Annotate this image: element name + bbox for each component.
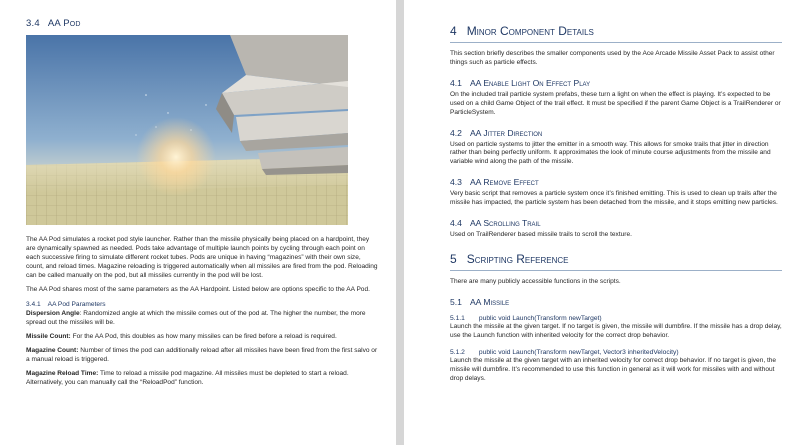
- section-number: 4.3: [450, 177, 462, 188]
- chapter-heading-minor-components: [450, 24, 782, 43]
- subsection-heading-pod-parameters: [26, 301, 380, 308]
- function-signature: public void Launch(Transform newTarget, Vector3 inheritedVelocity): [478, 348, 679, 356]
- param-text: Time to reload a missile pod magazine. All missiles must be depleted to start a reload. Alternatively, you can manually call the “ReloadPod” function.: [26, 369, 349, 386]
- section-number: 4.4: [450, 218, 462, 229]
- param-text: Number of times the pod can additionally reload after all missiles have been fired from the first salvo or a manual reload is triggered.: [26, 346, 378, 363]
- param-term: Dispersion Angle: [26, 309, 80, 317]
- section-number: 3.4: [26, 18, 40, 29]
- chapter-intro: This section briefly describes the smaller components used by the Ace Arcade Missile Asset Pack to assist other things such as particle effects.: [450, 50, 775, 66]
- param-text: For the AA Pod, this doubles as how many missiles can be fired before a reload is required.: [70, 332, 337, 340]
- param-dispersion-angle: [26, 310, 380, 328]
- section-text: On the included trail particle system prefabs, these turn a light on when the effect is playing. It’s expected to be used on a child Game Object of the trail effect. It must be specified if the parent Game Object is a TrailRenderer or ParticleSystem.: [450, 90, 781, 116]
- section-heading: [450, 177, 782, 187]
- section-title: AA Pod: [47, 18, 81, 29]
- subsection-title: AA Pod Parameters: [47, 300, 106, 308]
- section-title: AA Jitter Direction: [469, 127, 543, 138]
- section-number: 4.1: [450, 77, 462, 88]
- scene-image: [26, 35, 348, 225]
- function-heading: [450, 349, 782, 356]
- param-magazine-count: [26, 347, 380, 365]
- chapter-title: Minor Component Details: [466, 24, 594, 38]
- section-heading-aa-missile: [450, 297, 782, 307]
- section-text: Used on particle systems to jitter the emitter in a smooth way. This allows for smoke trails that jitter in direction rather than being perfectly uniform. It approximates the look of minute course adjustments from the missile and variable wind along the path of the missile.: [450, 140, 771, 166]
- chapter-intro: There are many publicly accessible functions in the scripts.: [450, 277, 621, 285]
- section-heading: [450, 128, 782, 138]
- param-term: Magazine Reload Time:: [26, 369, 99, 377]
- section-text: Very basic script that removes a particle system once it’s finished emitting. This is used to clean up trails after the missile has impacted, the particle system has been detached from the missile, and it stops emitting new particles.: [450, 190, 778, 207]
- function-number: 5.1.2: [450, 348, 465, 356]
- section-number: 5.1: [450, 296, 462, 307]
- section-heading: [450, 78, 782, 88]
- subsection-number: 3.4.1: [26, 300, 41, 308]
- chapter-number: 4: [450, 24, 457, 38]
- param-term: Missile Count:: [26, 332, 71, 340]
- aa-pod-screenshot: [26, 35, 348, 225]
- section-heading: [450, 218, 782, 228]
- function-description: Launch the missile at the given target with an inherited velocity for correct drop behavior. If no target is given, the missile will dumbfire. It’s recommended to use this function in general as it will work for missiles with and without drop delays.: [450, 356, 777, 382]
- section-number: 4.2: [450, 127, 462, 138]
- section-text: Used on TrailRenderer based missile trails to scroll the texture.: [450, 231, 632, 239]
- section-title: AA Scrolling Trail: [469, 218, 541, 229]
- param-text: : Randomized angle at which the missile comes out of the pod at. The higher the number, the more spread out the missiles will be.: [26, 309, 366, 326]
- aa-pod-description: The AA Pod simulates a rocket pod style launcher. Rather than the missile physically being placed on a hardpoint, they are dynamically spawned as needed. Pods take advantage of multiple launch points by cycling through each point on each successive firing to simulate different rocket tubes. Pods are unique in having “magazines” with their own size, count, and reload times. Magazine reloading is triggered automatically when all missiles are fired from the pod. Reloading can be called manually on the pod, but all missiles currently in the pod will be lost.: [26, 236, 378, 279]
- chapter-title: Scripting Reference: [466, 251, 569, 266]
- chapter-number: 5: [450, 251, 457, 266]
- param-term: Magazine Count:: [26, 346, 79, 354]
- aa-pod-shares-note: The AA Pod shares most of the same parameters as the AA Hardpoint. Listed below are options specific to the AA Pod.: [26, 285, 370, 293]
- function-heading: [450, 315, 782, 322]
- document-page-right: [404, 0, 800, 445]
- section-title: AA Missile: [469, 296, 510, 307]
- document-page-left: [0, 0, 396, 445]
- section-title: AA Remove Effect: [469, 177, 539, 188]
- function-number: 5.1.1: [450, 314, 465, 322]
- section-title: AA Enable Light On Effect Play: [469, 77, 591, 88]
- param-magazine-reload-time: [26, 370, 380, 388]
- chapter-heading-scripting-reference: [450, 252, 782, 271]
- function-description: Launch the missile at the given target. If no target is given, the missile will dumbfire. If the missile has a drop delay, use the Launch function with inherited velocity for the correct drop behavior.: [450, 322, 782, 339]
- param-missile-count: [26, 333, 380, 342]
- section-heading-aa-pod: [26, 18, 380, 29]
- function-signature: public void Launch(Transform newTarget): [478, 314, 602, 322]
